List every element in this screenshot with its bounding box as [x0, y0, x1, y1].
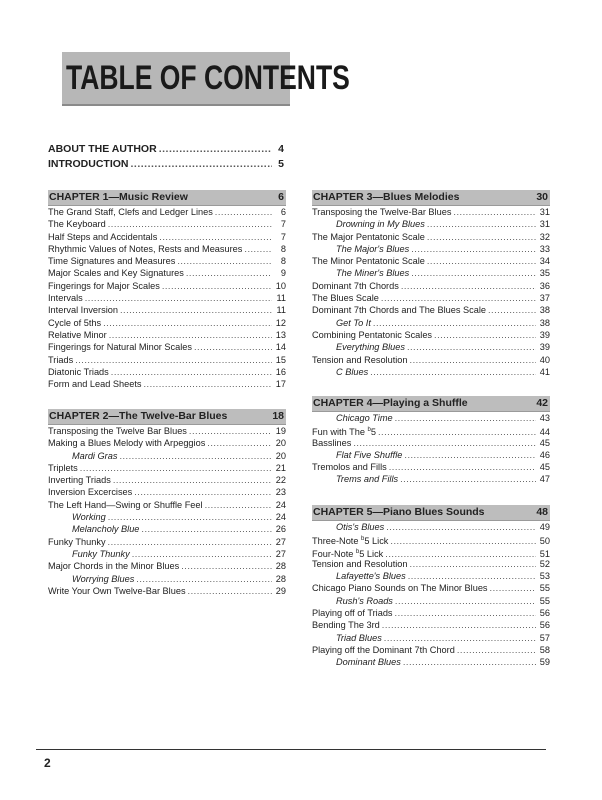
entry-label: Funky Thunky [48, 536, 106, 547]
leader-dots [488, 304, 536, 316]
entry-label: Trems and Fills [336, 474, 399, 485]
entry-page: 12 [275, 317, 286, 328]
entry-label: Tension and Resolution [312, 558, 408, 569]
entry-label: Drowning in My Blues [336, 219, 425, 230]
toc-subentry[interactable] [48, 511, 286, 523]
leader-dots [244, 243, 272, 255]
leader-dots [80, 462, 272, 474]
entry-label: Intervals [48, 293, 83, 304]
entry-page: 8 [280, 243, 286, 254]
entry-label: Relative Minor [48, 329, 107, 340]
entry-page: 14 [275, 342, 286, 353]
entry-page: 26 [275, 524, 286, 535]
toc-subentry[interactable] [48, 573, 286, 585]
entry-page: 15 [275, 354, 286, 365]
leader-dots [162, 280, 272, 292]
toc-entry[interactable] [48, 366, 286, 378]
chapter-4-heading[interactable] [312, 396, 550, 412]
leader-dots [109, 329, 272, 341]
entry-label: Inversion Excercises [48, 487, 133, 498]
entry-label: Mardi Gras [72, 450, 118, 461]
entry-label: Half Steps and Accidentals [48, 231, 158, 242]
leader-dots [189, 425, 272, 437]
chapter-title: CHAPTER 3—Blues Melodies [313, 191, 460, 203]
entry-label: The Minor Pentatonic Scale [312, 256, 425, 267]
toc-entry[interactable] [312, 231, 550, 243]
entry-page: 27 [275, 536, 286, 547]
entry-page: 28 [275, 561, 286, 572]
entry-label: The Major Pentatonic Scale [312, 231, 425, 242]
toc-entry[interactable] [48, 437, 286, 449]
toc-entry[interactable] [312, 354, 550, 366]
leader-dots [390, 535, 536, 547]
chapter-5 [312, 505, 550, 669]
leader-dots [136, 573, 272, 585]
chapter-page: 30 [536, 191, 548, 203]
entry-label: Funky Thunky [72, 548, 130, 559]
leader-dots [370, 366, 536, 378]
entry-page: 45 [539, 462, 550, 473]
entry-label: The Grand Staff, Clefs and Ledger Lines [48, 207, 213, 217]
toc-entry-introduction[interactable] [48, 158, 284, 173]
entry-label: The Keyboard [48, 219, 106, 230]
entry-page: 32 [539, 231, 550, 242]
entry-page: 46 [539, 449, 550, 460]
entry-page: 27 [275, 548, 286, 559]
entry-page: 6 [280, 207, 286, 217]
leader-dots [490, 582, 536, 594]
entry-page: 44 [539, 427, 550, 438]
leader-dots [395, 595, 536, 607]
toc-entry[interactable] [48, 267, 286, 279]
entry-label: Everything Blues [336, 342, 405, 353]
entry-page: 22 [275, 475, 286, 486]
leader-dots [411, 267, 536, 279]
toc-entry[interactable] [312, 533, 550, 545]
entry-label: Tension and Resolution [312, 354, 408, 365]
entry-page: 41 [539, 366, 550, 377]
entry-label: INTRODUCTION [48, 158, 129, 170]
leader-dots [159, 143, 272, 155]
leader-dots [143, 378, 272, 390]
toc-entry[interactable] [48, 231, 286, 243]
toc-entry[interactable] [312, 461, 550, 473]
entry-page: 45 [539, 437, 550, 448]
chapter-page: 42 [536, 397, 548, 409]
leader-dots [453, 206, 536, 218]
entry-page: 36 [539, 280, 550, 291]
toc-entry[interactable] [48, 255, 286, 267]
entry-label: Triad Blues [336, 632, 382, 643]
entry-page: 39 [539, 329, 550, 340]
toc-subentry[interactable] [312, 412, 550, 424]
entry-label: Rush's Roads [336, 595, 393, 606]
toc-subentry[interactable] [312, 521, 550, 533]
toc-entry[interactable] [48, 499, 286, 511]
toc-entry[interactable] [312, 292, 550, 304]
leader-dots [186, 267, 272, 279]
entry-label: Rhythmic Values of Notes, Rests and Measures [48, 243, 243, 254]
footer-divider [36, 749, 546, 750]
flat-sign: b [361, 536, 365, 543]
toc-entry[interactable] [48, 474, 286, 486]
entry-label: Diatonic Triads [48, 366, 109, 377]
entry-label: Dominant 7th Chords and The Blues Scale [312, 305, 486, 316]
entry-label: Chicago Piano Sounds on The Minor Blues [312, 583, 488, 594]
entry-page: 7 [280, 219, 286, 230]
entry-label: Chicago Time [336, 413, 393, 423]
entry-page: 49 [539, 522, 550, 532]
entry-label: Working [72, 512, 106, 523]
entry-page: 20 [275, 438, 286, 449]
leader-dots [382, 619, 536, 631]
toc-entry[interactable] [48, 486, 286, 498]
chapter-1 [48, 190, 286, 390]
toc-entry[interactable] [312, 437, 550, 449]
entry-page: 7 [280, 231, 286, 242]
entry-label: Fingerings for Major Scales [48, 280, 160, 291]
leader-dots [386, 521, 536, 533]
entry-page: 40 [539, 354, 550, 365]
toc-entry[interactable] [48, 304, 286, 316]
front-matter [48, 143, 284, 173]
chapter-title: CHAPTER 5—Piano Blues Sounds [313, 506, 485, 518]
toc-subentry[interactable] [312, 570, 550, 582]
entry-page: 29 [275, 585, 286, 596]
leader-dots [384, 632, 536, 644]
flat-sign: b [355, 548, 360, 555]
entry-label: Triplets [48, 462, 78, 473]
chapter-2 [48, 409, 286, 597]
leader-dots [215, 206, 272, 218]
toc-entry[interactable] [48, 341, 286, 353]
leader-dots [395, 412, 536, 424]
chapter-3 [312, 190, 550, 378]
leader-dots [404, 449, 536, 461]
entry-page: 24 [275, 512, 286, 523]
chapter-1-heading[interactable] [48, 190, 286, 206]
entry-page: 28 [275, 573, 286, 584]
page-title: TABLE OF CONTENTS [66, 59, 350, 97]
entry-label: Playing off the Dominant 7th Chord [312, 644, 455, 655]
toc-entry[interactable] [48, 462, 286, 474]
toc-entry[interactable] [48, 536, 286, 548]
toc-entry[interactable] [48, 317, 286, 329]
leader-dots [427, 218, 536, 230]
entry-page: 56 [539, 620, 550, 631]
leader-dots [457, 644, 536, 656]
entry-label: Write Your Own Twelve-Bar Blues [48, 585, 186, 596]
leader-dots [434, 329, 536, 341]
toc-subentry[interactable] [312, 267, 550, 279]
entry-page: 56 [539, 608, 550, 619]
toc-subentry[interactable] [312, 366, 550, 378]
entry-page: 55 [539, 583, 550, 594]
entry-page: 31 [539, 219, 550, 230]
entry-page: 11 [276, 305, 286, 316]
leader-dots [188, 585, 272, 597]
entry-page: 10 [275, 280, 286, 291]
entry-label: ABOUT THE AUTHOR [48, 143, 157, 155]
leader-dots [207, 437, 272, 449]
leader-dots [159, 231, 272, 243]
leader-dots [141, 523, 272, 535]
toc-entry[interactable] [48, 560, 286, 572]
entry-page: 16 [275, 366, 286, 377]
leader-dots [408, 570, 536, 582]
toc-entry[interactable] [312, 304, 550, 316]
entry-page: 59 [539, 657, 550, 668]
entry-label: Combining Pentatonic Scales [312, 329, 433, 340]
chapter-page: 18 [272, 410, 284, 422]
leader-dots [410, 558, 536, 570]
entry-label: The Blues Scale [312, 293, 379, 304]
leader-dots [131, 158, 273, 170]
entry-page: 23 [275, 487, 286, 498]
entry-label: Major Scales and Key Signatures [48, 268, 184, 279]
toc-entry[interactable] [312, 424, 550, 436]
toc-entry[interactable] [48, 425, 286, 437]
entry-page: 38 [539, 305, 550, 316]
entry-label: Inverting Triads [48, 475, 111, 486]
entry-label: Melancholy Blue [72, 524, 140, 535]
entry-label: The Miner's Blues [336, 268, 410, 279]
toc-entry[interactable] [48, 218, 286, 230]
entry-label: Tremolos and Fills [312, 462, 387, 473]
entry-label: The Left Hand—Swing or Shuffle Feel [48, 499, 203, 510]
toc-entry[interactable] [312, 255, 550, 267]
toc-entry[interactable] [312, 558, 550, 570]
entry-page: 31 [539, 207, 550, 217]
leader-dots [395, 607, 536, 619]
entry-page: 8 [280, 256, 286, 267]
toc-entry[interactable] [48, 292, 286, 304]
leader-dots [177, 255, 272, 267]
leader-dots [113, 474, 272, 486]
entry-page: 4 [278, 143, 284, 155]
toc-entry[interactable] [48, 243, 286, 255]
toc-entry[interactable] [48, 280, 286, 292]
entry-label: Fun with The $^b$5 [312, 427, 376, 438]
leader-dots [85, 292, 272, 304]
toc-subentry[interactable] [312, 218, 550, 230]
chapter-4 [312, 396, 550, 486]
entry-page: 53 [539, 571, 550, 582]
entry-label: Dominant Blues [336, 657, 401, 668]
entry-label: Major Chords in the Minor Blues [48, 561, 180, 572]
entry-page: 9 [280, 268, 286, 279]
toc-entry[interactable] [48, 329, 286, 341]
leader-dots [103, 317, 272, 329]
entry-page: 20 [275, 450, 286, 461]
toc-entry[interactable] [48, 378, 286, 390]
toc-subentry[interactable] [312, 449, 550, 461]
leader-dots [111, 366, 272, 378]
toc-entry[interactable] [312, 607, 550, 619]
toc-subentry[interactable] [48, 548, 286, 560]
toc-entry[interactable] [312, 280, 550, 292]
leader-dots [401, 280, 536, 292]
leader-dots [108, 218, 272, 230]
entry-label: Making a Blues Melody with Arpeggios [48, 438, 206, 449]
leader-dots [427, 231, 536, 243]
entry-label: Flat Five Shuffle [336, 449, 403, 460]
entry-page: 50 [539, 536, 550, 547]
chapter-page: 48 [536, 506, 548, 518]
entry-page: 47 [539, 474, 550, 485]
entry-page: 51 [539, 548, 550, 559]
toc-subentry[interactable] [312, 341, 550, 353]
toc-entry[interactable] [312, 546, 550, 558]
entry-label: Transposing the Twelve-Bar Blues [312, 207, 452, 217]
leader-dots [353, 437, 536, 449]
entry-page: 55 [539, 595, 550, 606]
leader-dots [411, 243, 536, 255]
entry-label: Playing off of Triads [312, 608, 393, 619]
leader-dots [120, 304, 272, 316]
toc-subentry[interactable] [312, 595, 550, 607]
leader-dots [132, 548, 272, 560]
entry-page: 39 [539, 342, 550, 353]
entry-label: Form and Lead Sheets [48, 379, 142, 390]
entry-page: 13 [275, 329, 286, 340]
toc-entry[interactable] [312, 582, 550, 594]
entry-page: 58 [539, 644, 550, 655]
toc-entry[interactable] [312, 329, 550, 341]
entry-label: Basslines [312, 437, 352, 448]
toc-entry[interactable] [312, 644, 550, 656]
entry-page: 19 [275, 426, 286, 436]
chapter-title: CHAPTER 2—The Twelve-Bar Blues [49, 410, 228, 422]
leader-dots [75, 354, 272, 366]
chapter-5-heading[interactable] [312, 505, 550, 521]
leader-dots [108, 536, 272, 548]
entry-page: 33 [539, 243, 550, 254]
leader-dots [108, 511, 272, 523]
entry-page: 38 [539, 317, 550, 328]
entry-label: Interval Inversion [48, 305, 118, 316]
leader-dots [389, 461, 536, 473]
entry-label: Time Signatures and Measures [48, 256, 176, 267]
leader-dots [427, 255, 536, 267]
entry-label: C Blues [336, 366, 369, 377]
chapter-page: 6 [278, 191, 284, 203]
entry-page: 35 [539, 268, 550, 279]
chapter-title: CHAPTER 4—Playing a Shuffle [313, 397, 468, 409]
entry-label: Four-Note $^b$5 Lick [312, 548, 384, 559]
leader-dots [400, 473, 536, 485]
entry-page: 43 [539, 413, 550, 423]
chapter-3-heading[interactable] [312, 190, 550, 206]
toc-entry-about-author[interactable] [48, 143, 284, 158]
entry-page: 34 [539, 256, 550, 267]
toc-subentry[interactable] [48, 450, 286, 462]
leader-dots [205, 499, 272, 511]
leader-dots [407, 341, 536, 353]
leader-dots [181, 560, 272, 572]
toc-subentry[interactable] [312, 632, 550, 644]
entry-page: 37 [539, 293, 550, 304]
entry-label: Otis's Blues [336, 522, 385, 532]
toc-subentry[interactable] [312, 656, 550, 668]
entry-label: Bending The 3rd [312, 620, 380, 631]
leader-dots [373, 317, 536, 329]
entry-label: Get To It [336, 317, 371, 328]
toc-subentry[interactable] [312, 317, 550, 329]
leader-dots [410, 354, 536, 366]
entry-page: 21 [275, 462, 286, 473]
entry-label: Transposing the Twelve Bar Blues [48, 426, 187, 436]
chapter-2-heading[interactable] [48, 409, 286, 425]
entry-label: Cycle of 5ths [48, 317, 102, 328]
toc-entry[interactable] [48, 585, 286, 597]
leader-dots [119, 450, 272, 462]
toc-entry[interactable] [48, 354, 286, 366]
leader-dots [134, 486, 272, 498]
entry-label: Lafayette's Blues [336, 571, 406, 582]
entry-label: The Major's Blues [336, 243, 410, 254]
entry-page: 11 [276, 293, 286, 304]
entry-page: 17 [275, 379, 286, 390]
entry-page: 57 [539, 632, 550, 643]
toc-subentry[interactable] [312, 243, 550, 255]
toc-entry[interactable] [312, 619, 550, 631]
entry-label: Triads [48, 354, 74, 365]
page-number: 2 [44, 756, 51, 770]
entry-page: 52 [539, 558, 550, 569]
entry-page: 24 [275, 499, 286, 510]
entry-label: Fingerings for Natural Minor Scales [48, 342, 192, 353]
leader-dots [403, 656, 536, 668]
toc-entry[interactable] [312, 206, 550, 218]
flat-sign: b [367, 427, 371, 434]
chapter-title: CHAPTER 1—Music Review [49, 191, 188, 203]
entry-label: Worrying Blues [72, 573, 135, 584]
entry-label: Dominant 7th Chords [312, 280, 399, 291]
toc-subentry[interactable] [48, 523, 286, 535]
entry-label: Three-Note $^b$5 Lick [312, 536, 389, 547]
leader-dots [194, 341, 272, 353]
toc-entry[interactable] [48, 206, 286, 218]
toc-subentry[interactable] [312, 473, 550, 485]
leader-dots [381, 292, 536, 304]
entry-page: 5 [278, 158, 284, 170]
